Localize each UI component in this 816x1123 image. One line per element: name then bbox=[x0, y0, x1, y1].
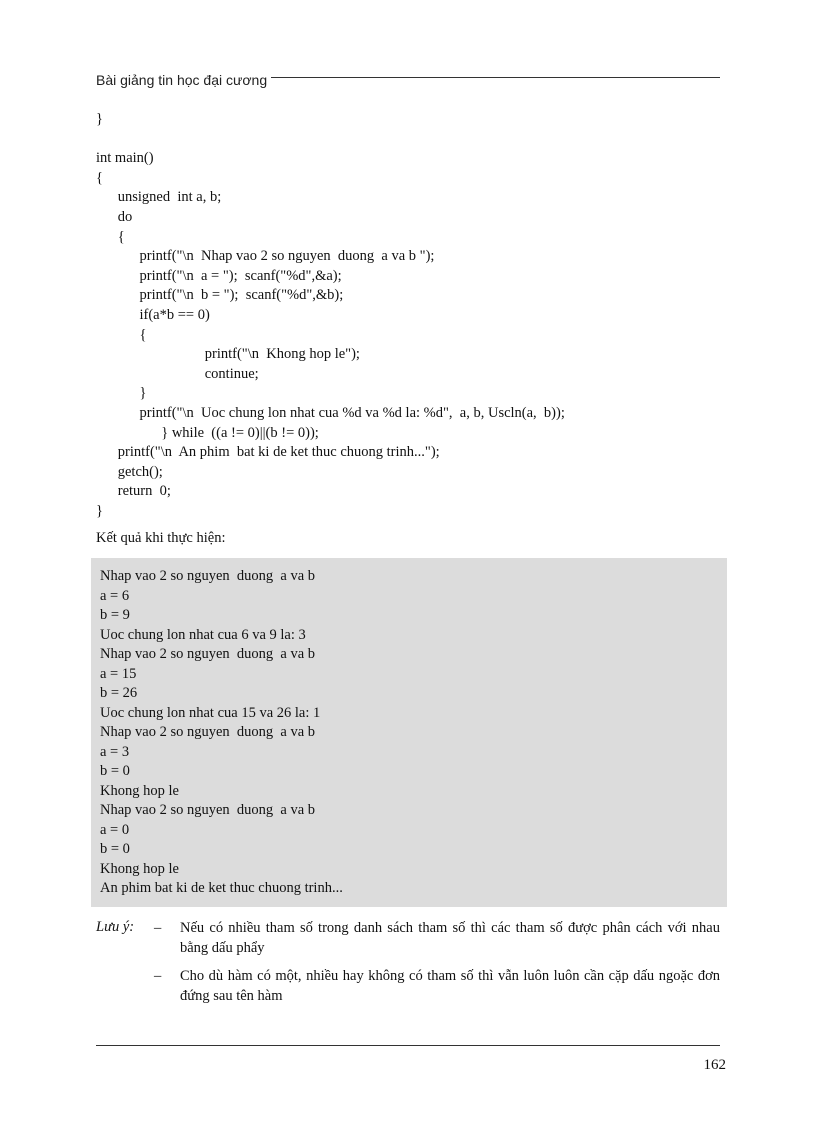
console-line: Uoc chung lon nhat cua 6 va 9 la: 3 bbox=[100, 626, 306, 643]
code-line: { bbox=[96, 169, 103, 186]
dash-bullet: – bbox=[154, 920, 162, 936]
console-line: a = 0 bbox=[100, 821, 130, 838]
code-line: do bbox=[96, 208, 133, 225]
console-line: Nhap vao 2 so nguyen duong a va b bbox=[100, 568, 316, 584]
code-line: return 0; bbox=[96, 483, 171, 500]
page-header bbox=[96, 72, 720, 92]
console-line: b = 0 bbox=[100, 763, 130, 779]
code-line: continue; bbox=[96, 365, 259, 382]
code-line: getch(); bbox=[96, 463, 163, 480]
note-text: Nếu có nhiều tham số trong danh sách tham số thì các tham số được phân cách với nhau bằng dấu phẩy bbox=[180, 920, 720, 956]
note-item bbox=[154, 919, 720, 958]
console-line: a = 3 bbox=[100, 743, 130, 760]
code-line: { bbox=[96, 326, 147, 343]
result-label: Kết quả khi thực hiện: bbox=[96, 530, 226, 546]
code-block bbox=[96, 110, 736, 521]
console-line: Uoc chung lon nhat cua 15 va 26 la: 1 bbox=[100, 704, 321, 721]
code-line bbox=[96, 130, 736, 150]
code-line: printf("\n Khong hop le"); bbox=[96, 346, 360, 363]
code-line: printf("\n Uoc chung lon nhat cua %d va %d la: %d", a, b, Uscln(a, b)); bbox=[96, 404, 565, 421]
page-number: 162 bbox=[703, 1057, 726, 1073]
footer-rule bbox=[96, 1045, 720, 1046]
code-line: } bbox=[96, 502, 103, 519]
code-line: printf("\n An phim bat ki de ket thuc chuong trinh..."); bbox=[96, 444, 440, 461]
code-line: printf("\n Nhap vao 2 so nguyen duong a va b "); bbox=[96, 248, 435, 265]
code-line: } while ((a != 0)||(b != 0)); bbox=[96, 424, 319, 441]
console-line: a = 15 bbox=[100, 665, 137, 682]
console-line: Nhap vao 2 so nguyen duong a va b bbox=[100, 724, 316, 740]
console-line: An phim bat ki de ket thuc chuong trinh... bbox=[100, 880, 343, 896]
code-line: } bbox=[96, 385, 147, 402]
code-line: printf("\n a = "); scanf("%d",&a); bbox=[96, 267, 342, 284]
console-output bbox=[91, 558, 727, 907]
code-line: int main() bbox=[96, 150, 154, 167]
console-line: b = 26 bbox=[100, 685, 138, 701]
note-label: Lưu ý: bbox=[96, 919, 135, 935]
note-item bbox=[154, 967, 720, 1006]
console-line: Nhap vao 2 so nguyen duong a va b bbox=[100, 646, 316, 662]
console-line: Khong hop le bbox=[100, 782, 179, 799]
code-line: unsigned int a, b; bbox=[96, 189, 222, 206]
console-line: b = 9 bbox=[100, 607, 130, 623]
code-line: } bbox=[96, 111, 103, 127]
console-line: Nhap vao 2 so nguyen duong a va b bbox=[100, 802, 316, 818]
note-text: Cho dù hàm có một, nhiều hay không có tham số thì vẫn luôn luôn cần cặp dấu ngoặc đơn đứng sau tên hàm bbox=[180, 968, 720, 1004]
header-title: Bài giảng tin học đại cương bbox=[96, 72, 268, 88]
console-line: a = 6 bbox=[100, 587, 130, 604]
code-line: { bbox=[96, 228, 125, 245]
code-line: printf("\n b = "); scanf("%d",&b); bbox=[96, 287, 344, 304]
code-line: if(a*b == 0) bbox=[96, 306, 210, 323]
console-line: Khong hop le bbox=[100, 860, 179, 877]
console-line: b = 0 bbox=[100, 841, 130, 857]
dash-bullet: – bbox=[154, 968, 162, 984]
header-rule bbox=[271, 77, 720, 78]
